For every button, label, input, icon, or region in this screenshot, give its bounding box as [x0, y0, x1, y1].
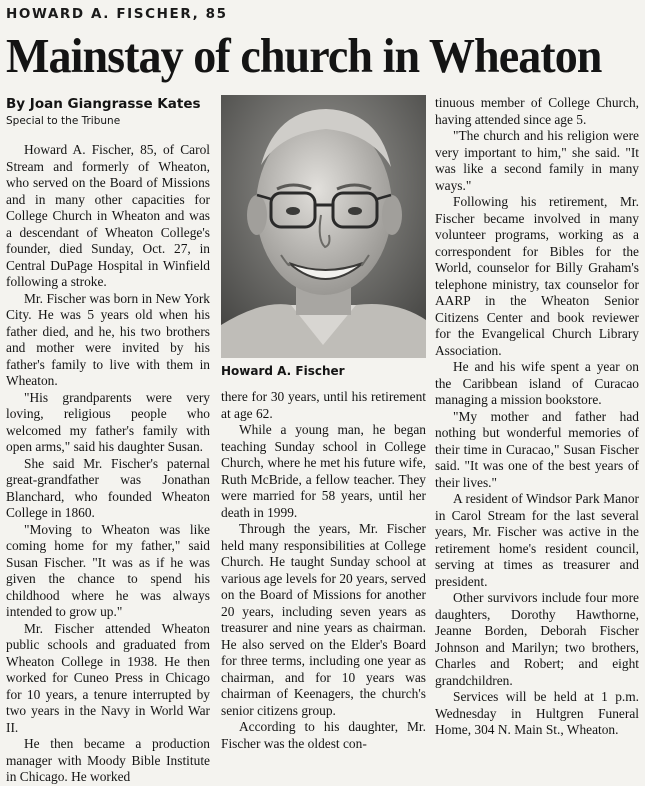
paragraph: Services will be held at 1 p.m. Wednesday in Hultgren Funeral Home, 304 N. Main St., Wheaton. [435, 689, 639, 737]
paragraph: "The church and his religion were very important to him," she said. "It was like a second family in many ways." [435, 128, 639, 193]
paragraph: She said Mr. Fischer's paternal great-grandfather was Jonathan Blanchard, who founded Wheaton College in 1860. [6, 455, 210, 520]
kicker: HOWARD A. FISCHER, 85 [6, 6, 228, 22]
paragraph: tinuous member of College Church, having attended since age 5. [435, 95, 639, 127]
paragraph: According to his daughter, Mr. Fischer was the oldest con- [221, 719, 426, 751]
portrait-photo [221, 95, 426, 358]
paragraph: While a young man, he began teaching Sunday school in College Church, where he met his future wife, Ruth McBride, a fellow teacher. They were married for 58 years, until her death in 1999. [221, 422, 426, 520]
paragraph: He then became a production manager with Moody Bible Institute in Chicago. He worked [6, 736, 210, 784]
photo-caption: Howard A. Fischer [221, 364, 345, 378]
paragraph: He and his wife spent a year on the Caribbean island of Curacao managing a mission bookstore. [435, 359, 639, 407]
paragraph: "His grandparents were very loving, religious people who welcomed my father's family with open arms," said his daughter Susan. [6, 389, 210, 454]
credit-line: Special to the Tribune [6, 115, 121, 127]
paragraph: Through the years, Mr. Fischer held many responsibilities at College Church. He taught Sunday school at various age levels for 20 years, served on the Board of Missions for another 20 years, including seven years as treasurer and nine years as chairman. He also served on the Elder's Board for three terms, including one year as chairman, and for 10 years was chairman of Keenagers, the church's senior citizens group. [221, 521, 426, 718]
headline: Mainstay of church in Wheaton [6, 28, 602, 83]
article-column-3 [435, 95, 639, 739]
portrait-illustration [221, 95, 426, 358]
paragraph: Following his retirement, Mr. Fischer became involved in many volunteer programs, working as a correspondent for Bibles for the World, counselor for Billy Graham's telephone ministry, tax counselor for AARP in the Wheaton Senior Citizens Center and book reviewer for the Evangelical Church Library Association. [435, 194, 639, 358]
paragraph: A resident of Windsor Park Manor in Carol Stream for the last several years, Mr. Fischer was active in the retirement home's resident council, serving at times as treasurer and president. [435, 491, 639, 589]
article-column-2 [221, 389, 426, 752]
paragraph: Howard A. Fischer, 85, of Carol Stream and formerly of Wheaton, who served on the Board of Missions and in many other capacities for College Church in Wheaton and was a descendant of Wheaton College's founder, died Sunday, Oct. 27, in Central DuPage Hospital in Winfield following a stroke. [6, 142, 210, 289]
paragraph: Other survivors include four more daughters, Dorothy Hawthorne, Jeanne Borden, Deborah Fischer Johnson and Marilyn; two brothers, Charles and Robert; and eight grandchildren. [435, 590, 639, 688]
paragraph: Mr. Fischer attended Wheaton public schools and graduated from Wheaton College in 1938. He then worked for Cuneo Press in Chicago for 10 years, a tenure interrupted by two years in the Navy in World War II. [6, 620, 210, 735]
article-column-1 [6, 142, 210, 786]
byline: By Joan Giangrasse Kates [6, 96, 201, 112]
paragraph: Mr. Fischer was born in New York City. He was 5 years old when his father died, and he, his two brothers and mother were invited by his father's family to live with them in Wheaton. [6, 290, 210, 388]
paragraph: "Moving to Wheaton was like coming home for my father," said Susan Fischer. "It was as if he was given the chance to spend his childhood where he was always intended to grow up." [6, 521, 210, 619]
paragraph: there for 30 years, until his retirement at age 62. [221, 389, 426, 421]
paragraph: "My mother and father had nothing but wonderful memories of their time in Curacao," Susan Fischer said. "It was one of the best years of their lives." [435, 408, 639, 490]
